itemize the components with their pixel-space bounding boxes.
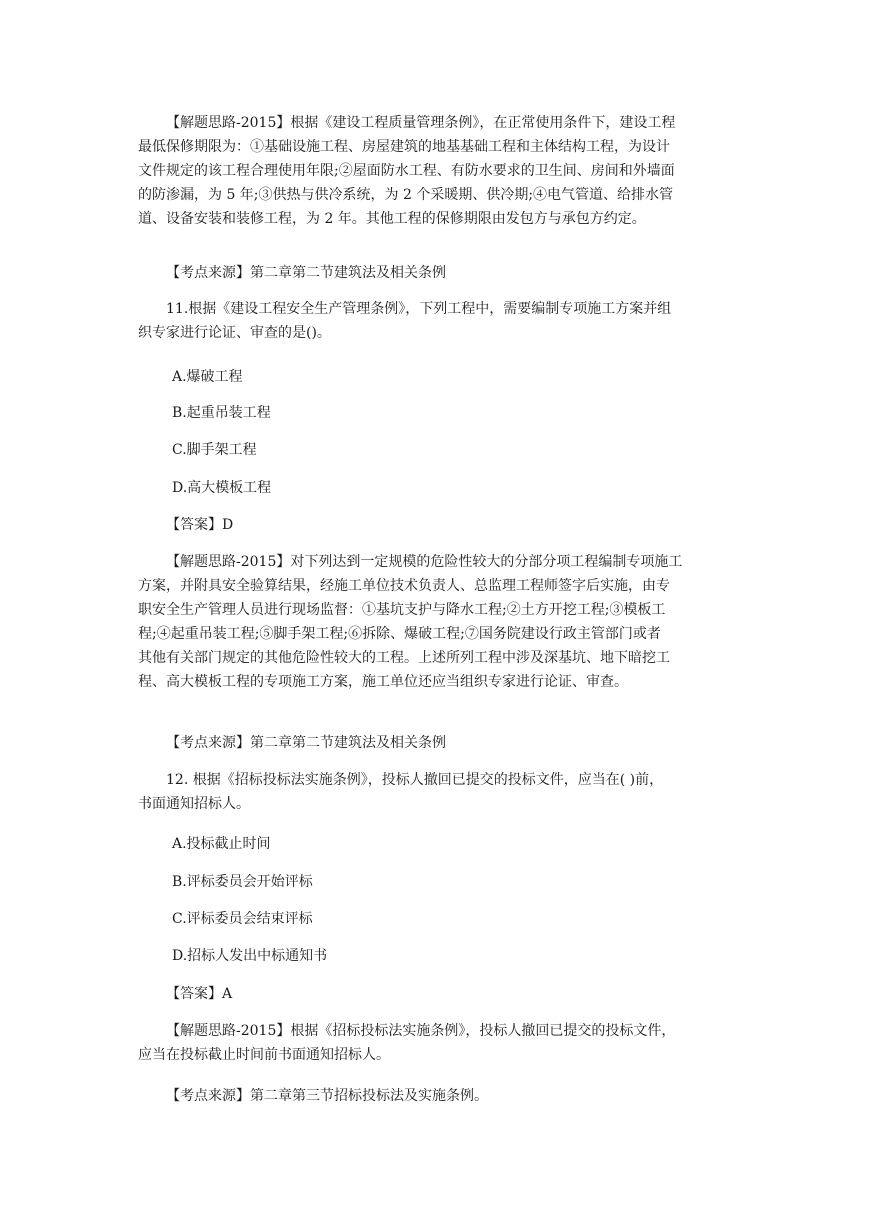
answer-q12: 【答案】A (166, 986, 233, 1002)
text-line: 最低保修期限为：①基础设施工程、房屋建筑的地基基础工程和主体结构工程，为设计 (138, 139, 670, 155)
text-line: 其他有关部门规定的其他危险性较大的工程。上述所列工程中涉及深基坑、地下暗挖工 (138, 650, 670, 666)
source-note-q12: 【考点来源】第二章第三节招标投标法及实施条例。 (166, 1088, 488, 1104)
question-line: 11.根据《建设工程安全生产管理条例》，下列工程中，需要编制专项施工方案并组 (166, 301, 672, 317)
text-line: 程、高大模板工程的专项施工方案，施工单位还应当组织专家进行论证、审查。 (138, 674, 628, 690)
q11-option-c: C.脚手架工程 (172, 442, 257, 458)
explanation-paragraph-q10 (138, 111, 738, 231)
question-12 (138, 768, 738, 816)
q12-option-b: B.评标委员会开始评标 (172, 874, 313, 890)
explanation-paragraph-q12 (138, 1019, 738, 1067)
q12-option-d: D.招标人发出中标通知书 (172, 948, 328, 964)
text-line: 【解题思路-2015】对下列达到一定规模的危险性较大的分部分项工程编制专项施工 (166, 554, 683, 570)
text-line: 应当在投标截止时间前书面通知招标人。 (138, 1047, 390, 1063)
q11-option-b: B.起重吊装工程 (172, 405, 271, 421)
explanation-paragraph-q11 (138, 550, 738, 694)
q12-option-a: A.投标截止时间 (172, 836, 271, 852)
text-line: 文件规定的该工程合理使用年限;②屋面防水工程、有防水要求的卫生间、房间和外墙面 (138, 163, 675, 179)
question-line: 书面通知招标人。 (138, 796, 250, 812)
source-note-q11: 【考点来源】第二章第二节建筑法及相关条例 (166, 735, 446, 751)
answer-q11: 【答案】D (166, 517, 234, 533)
text-line: 的防渗漏，为 5 年;③供热与供冷系统，为 2 个采暖期、供冷期;④电气管道、给排水管 (138, 187, 674, 203)
question-line: 织专家进行论证、审查的是()。 (138, 325, 331, 341)
question-11 (138, 297, 738, 345)
q12-option-c: C.评标委员会结束评标 (172, 911, 313, 927)
source-note-q10: 【考点来源】第二章第二节建筑法及相关条例 (166, 265, 446, 281)
q11-option-d: D.高大模板工程 (172, 480, 272, 496)
text-line: 程;④起重吊装工程;⑤脚手架工程;⑥拆除、爆破工程;⑦国务院建设行政主管部门或者 (138, 626, 661, 642)
q11-option-a: A.爆破工程 (172, 369, 243, 385)
text-line: 道、设备安装和装修工程，为 2 年。其他工程的保修期限由发包方与承包方约定。 (138, 211, 646, 227)
question-line: 12. 根据《招标投标法实施条例》，投标人撤回已提交的投标文件，应当在( )前， (166, 772, 664, 788)
text-line: 【解题思路-2015】根据《招标投标法实施条例》，投标人撤回已提交的投标文件， (166, 1023, 676, 1039)
text-line: 职安全生产管理人员进行现场监督：①基坑支护与降水工程;②土方开挖工程;③模板工 (138, 602, 666, 618)
text-line: 【解题思路-2015】根据《建设工程质量管理条例》，在正常使用条件下，建设工程 (166, 115, 676, 131)
text-line: 方案，并附具安全验算结果，经施工单位技术负责人、总监理工程师签字后实施，由专 (138, 578, 670, 594)
